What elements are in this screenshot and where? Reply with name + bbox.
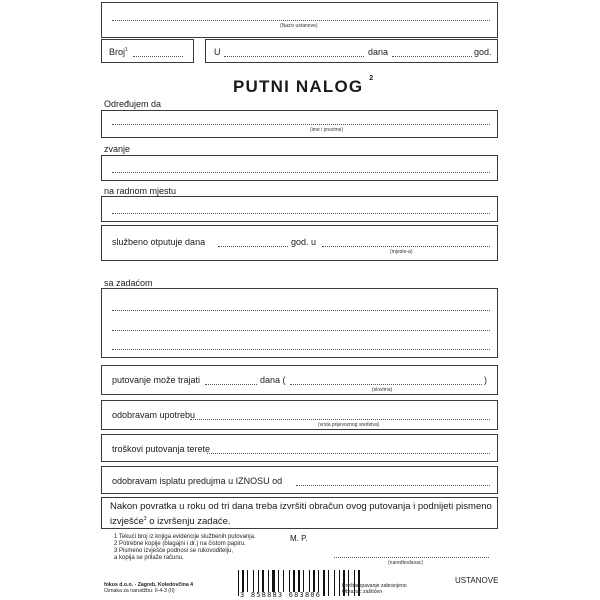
ustanove-label: USTANOVE	[455, 576, 499, 585]
signature-line[interactable]	[334, 557, 489, 558]
place-field[interactable]	[224, 56, 364, 57]
broj-label: Broj$^1$	[109, 47, 128, 57]
ime-caption: (ime i prezime)	[310, 127, 344, 133]
publisher-line-1: fokus d.o.o. - Zagreb, Koledovčina 4	[104, 582, 194, 588]
copyright-line-2: Obrazac zaštićen	[342, 589, 383, 595]
task-line-3[interactable]	[112, 349, 490, 350]
publisher-line-2: Oznaka za narudžbu: II-4-3 (II)	[104, 588, 175, 594]
radno-mjesto-label: na radnom mjestu	[104, 186, 177, 196]
god-u-label: god. u	[291, 237, 317, 247]
zvanje-label: zvanje	[104, 144, 131, 154]
slovima-caption: (slovima)	[372, 387, 393, 393]
upotreba-label: odobravam upotrebu	[112, 410, 196, 420]
barcode-bar	[328, 570, 329, 596]
predujam-label: odobravam isplatu predujma u IZNOSU od	[112, 476, 283, 486]
barcode-bar	[330, 570, 333, 596]
destination-field[interactable]	[322, 246, 490, 247]
barcode-bar	[326, 570, 327, 596]
costs-field[interactable]	[207, 453, 490, 454]
zvanje-field[interactable]	[112, 172, 490, 173]
departure-date-field[interactable]	[218, 246, 288, 247]
task-line-2[interactable]	[112, 330, 490, 331]
barcode-bar	[336, 570, 338, 596]
duration-days-field[interactable]	[205, 384, 257, 385]
barcode-bar	[334, 570, 335, 596]
name-field[interactable]	[112, 124, 490, 125]
barcode-bar	[323, 570, 325, 596]
footnote-2: 2 Potrebne kopije (blagajni i dr.) na čistom papiru.	[114, 541, 246, 547]
radno-mjesto-box	[101, 196, 498, 222]
signature-caption: (naredbodavac)	[388, 560, 424, 566]
trajanje-dana: dana (	[260, 375, 286, 385]
broj-field[interactable]	[133, 56, 183, 57]
copyright-line-1: Preštampavanje zabranjeno	[342, 583, 407, 589]
notice-line-1: Nakon povratka u roku od tri dana treba izvršiti obračun ovog putovanja i podnijeti pismeno	[110, 501, 492, 512]
notice-line-2b: o izvršenju zadaće.	[146, 516, 231, 528]
sredstvo-caption: (vrsta prijevoznog sredstva)	[318, 422, 380, 428]
u-label: U	[214, 47, 221, 57]
trajanje-label: putovanje može trajati	[112, 375, 201, 385]
god-label: god.	[474, 47, 492, 57]
otputuje-label: službeno otputuje dana	[112, 237, 206, 247]
radno-mjesto-field[interactable]	[112, 213, 490, 214]
institution-line[interactable]	[112, 20, 490, 21]
transport-field[interactable]	[190, 419, 490, 420]
footnote-3b: a kopija se prilaže računu.	[114, 555, 184, 561]
notice-line-2a: izvješće	[110, 516, 144, 528]
institution-caption: (Naziv ustanove)	[280, 23, 318, 29]
odredjujem-label: Određujem da	[104, 99, 162, 109]
footnote-3a: 3 Pismeno izvješće podnosi se rukovoditelju,	[114, 548, 234, 554]
zadatak-label: sa zadaćom	[104, 278, 153, 288]
duration-words-field[interactable]	[290, 384, 482, 385]
zvanje-box	[101, 155, 498, 181]
notice-text: Nakon povratka u roku od tri dana treba izvršiti obračun ovog putovanja i podnijeti pismeno izvješće$^3$ o izvršenju zadaće.	[110, 501, 492, 528]
date-field[interactable]	[392, 56, 472, 57]
mjesto-caption: (mjesto-a)	[390, 249, 413, 255]
stamp-mp: M. P.	[290, 534, 308, 543]
barcode-bar	[339, 570, 340, 596]
dana-label: dana	[368, 47, 389, 57]
task-line-1[interactable]	[112, 310, 490, 311]
task-box	[101, 288, 498, 358]
trajanje-close: )	[484, 375, 487, 385]
troskovi-label: troškovi putovanja terete	[112, 444, 211, 454]
place-date-box	[205, 39, 498, 63]
form-title: PUTNI NALOG $^2$	[233, 75, 375, 96]
barcode-digits: 3 858883 683806	[240, 591, 322, 599]
advance-field[interactable]	[296, 485, 490, 486]
footnote-1: 1 Tekući broj iz knjiga evidencije službenih putovanja.	[114, 534, 256, 540]
